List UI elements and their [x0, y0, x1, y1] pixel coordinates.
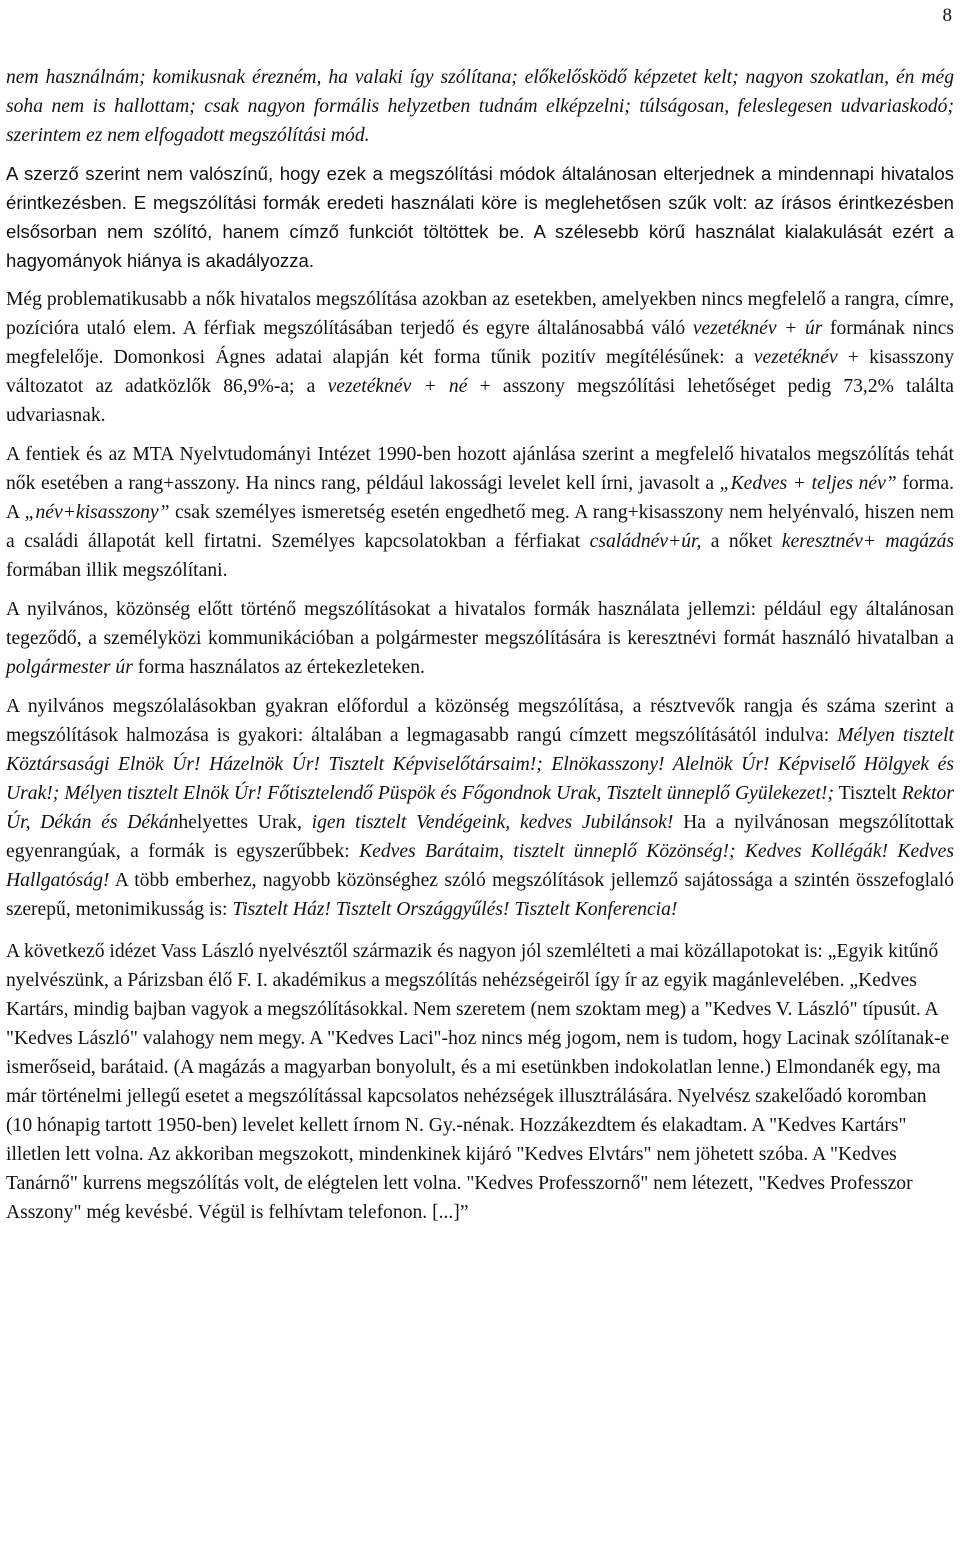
italic-text: vezetéknév + né — [327, 376, 468, 397]
text-run: A szerző szerint nem valószínű, hogy ezek a megszólítási módok általánosan elterjednek a mindennapi hivatalos érintkezésben. E megszólítási formák eredeti használati köre is meglehetősen szűk volt: az írásos érintkezésben elsősorban nem szólító, hanem címző funkciót töltöttek be. A szélesebb körű használat kialakulását ezért a hagyományok hiánya is akadályozza. — [6, 163, 954, 271]
italic-text: vezetéknév + úr — [692, 318, 823, 339]
text-run: A fentiek és az MTA Nyelvtudományi Intézet 1990-ben hozott ajánlása szerint a megfelelő hivatalos megszólítás tehát nők esetében a rang+asszony. Ha nincs rang, például lakossági levelet kell írni, javasolt a — [6, 444, 954, 494]
text-run: forma. A — [6, 473, 954, 523]
paragraph-3 — [6, 285, 954, 430]
paragraph-6 — [6, 692, 954, 924]
text-run: nem használnám; komikusnak érezném, ha valaki így szólítana; előkelősködő képzetet kelt; nagyon szokatlan, én még soha nem is hallottam; csak nagyon formális helyzetben tudnám elképzelni; túlságosan, feleslegesen udvariaskodó; szerintem ez nem elfogadott megszólítási mód. — [6, 67, 954, 146]
text-run: formának nincs megfelelője. Domonkosi Ágnes adatai alapján két forma tűnik pozitív megítélésűnek: a — [6, 318, 955, 368]
italic-text: keresztnév+ magázás — [781, 531, 954, 552]
italic-text: vezetéknév — [753, 347, 838, 368]
text-run: Tisztelt — [833, 783, 902, 804]
italic-text: családnév+úr, — [589, 531, 702, 552]
paragraph-7 — [6, 937, 954, 1227]
paragraph-2 — [6, 159, 954, 275]
text-run: Még problematikusabb a nők hivatalos megszólítása azokban az esetekben, amelyekben nincs megfelelő a rangra, címre, pozícióra utaló elem. A férfiak megszólításában terjedő és egyre általánosabbá váló — [6, 289, 954, 339]
text-run: Ha a nyilvánosan megszólítottak egyenrangúak, a formák is egyszerűbbek: — [6, 812, 955, 862]
paragraph-1 — [6, 63, 954, 150]
italic-text: Mélyen tisztelt Köztársasági Elnök Úr! Házelnök Úr! Tisztelt Képviselőtársaim!; Elnökasszony! Alelnök Úr! Képviselő Hölgyek és Urak!; Mélyen tisztelt Elnök Úr! Főtisztelendő Püspök és Főgondnok Urak, Tisztelt ünneplő Gyülekezet!; — [6, 725, 955, 804]
paragraph-5 — [6, 595, 954, 682]
document-body — [6, 63, 954, 1237]
page-number: 8 — [942, 5, 952, 26]
text-run: A több emberhez, nagyobb közönséghez szóló megszólítások jellemző sajátossága a szintén összefoglaló szerepű, metonimikusság is: — [6, 870, 954, 920]
italic-text: Rektor Úr, Dékán és Dékán — [6, 783, 954, 833]
italic-text: polgármester úr — [6, 657, 133, 678]
text-run: A nyilvános, közönség előtt történő megszólításokat a hivatalos formák használata jellemzi: például egy általánosan tegeződő, a személyközi kommunikációban a polgármester megszólítására is keresztnévi formát használó hivatalban a — [6, 599, 954, 649]
text-run: helyettes Urak, — [178, 812, 312, 833]
italic-text: igen tisztelt Vendégeink, kedves Jubilánsok! — [311, 812, 674, 833]
text-run: a nőket — [701, 531, 782, 552]
text-run: csak személyes ismeretség esetén engedhető meg. A rang+kisasszony nem helyénvaló, hiszen nem a családi állapotát kell firtatni. Személyes kapcsolatokban a férfiakat — [6, 502, 954, 552]
text-run: forma használatos az értekezleteken. — [132, 657, 425, 678]
paragraph-4 — [6, 440, 954, 585]
italic-text: Tisztelt Ház! Tisztelt Országgyűlés! Tisztelt Konferencia! — [232, 899, 678, 920]
italic-text: Kedves Barátaim, tisztelt ünneplő Közönség!; Kedves Kollégák! Kedves Hallgatóság! — [6, 841, 954, 891]
text-run: + asszony megszólítási lehetőséget pedig 73,2% találta udvariasnak. — [6, 376, 954, 426]
text-run: A következő idézet Vass László nyelvésztől származik és nagyon jól szemlélteti a mai közállapotokat is: „Egyik kitűnő nyelvészünk, a Párizsban élő F. I. akadémikus a megszólítás nehézségeiről így ír az egyik magánlevelében. „Kedves Kartárs, mindig bajban vagyok a megszólításokkal. Nem szeretem (nem szoktam meg) a "Kedves V. László" típusút. A "Kedves László" valahogy nem megy. A "Kedves Laci"-hoz nincs még jogom, nem is tudom, hogy Lacinak szólítanak-e ismerőseid, barátaid. (A magázás a magyarban bonyolult, és a mi esetünkben indokolatlan lenne.) Elmondanék egy, ma már történelmi jellegű esetet a megszólítással kapcsolatos nehézségek illusztrálására. Nyelvész szakelőadó koromban (10 hónapig tartott 1950-ben) levelet kellett írnom N. Gy.-nénak. Hozzákezdtem és elakadtam. A "Kedves Kartárs" illetlen lett volna. Az akkoriban megszokott, mindenkinek kijáró "Kedves Elvtárs" nem jöhetett szóba. A "Kedves Tanárnő" kurrens megszólítás volt, de elégtelen lett volna. "Kedves Professzornő" nem létezett, "Kedves Professzor Asszony" még kevésbé. Végül is felhívtam telefonon. [...]” — [6, 941, 950, 1223]
italic-text: „Kedves + teljes név” — [719, 473, 897, 494]
italic-text: „név+kisasszony” — [24, 502, 170, 523]
text-run: A nyilvános megszólalásokban gyakran előfordul a közönség megszólítása, a résztvevők rangja és száma szerint a megszólítások halmozása is gyakori: általában a legmagasabb rangú címzett megszólításától indulva: — [6, 696, 954, 746]
text-run: + kisasszony változatot az adatközlők 86,9%-a; a — [6, 347, 955, 397]
text-run: formában illik megszólítani. — [6, 560, 228, 581]
